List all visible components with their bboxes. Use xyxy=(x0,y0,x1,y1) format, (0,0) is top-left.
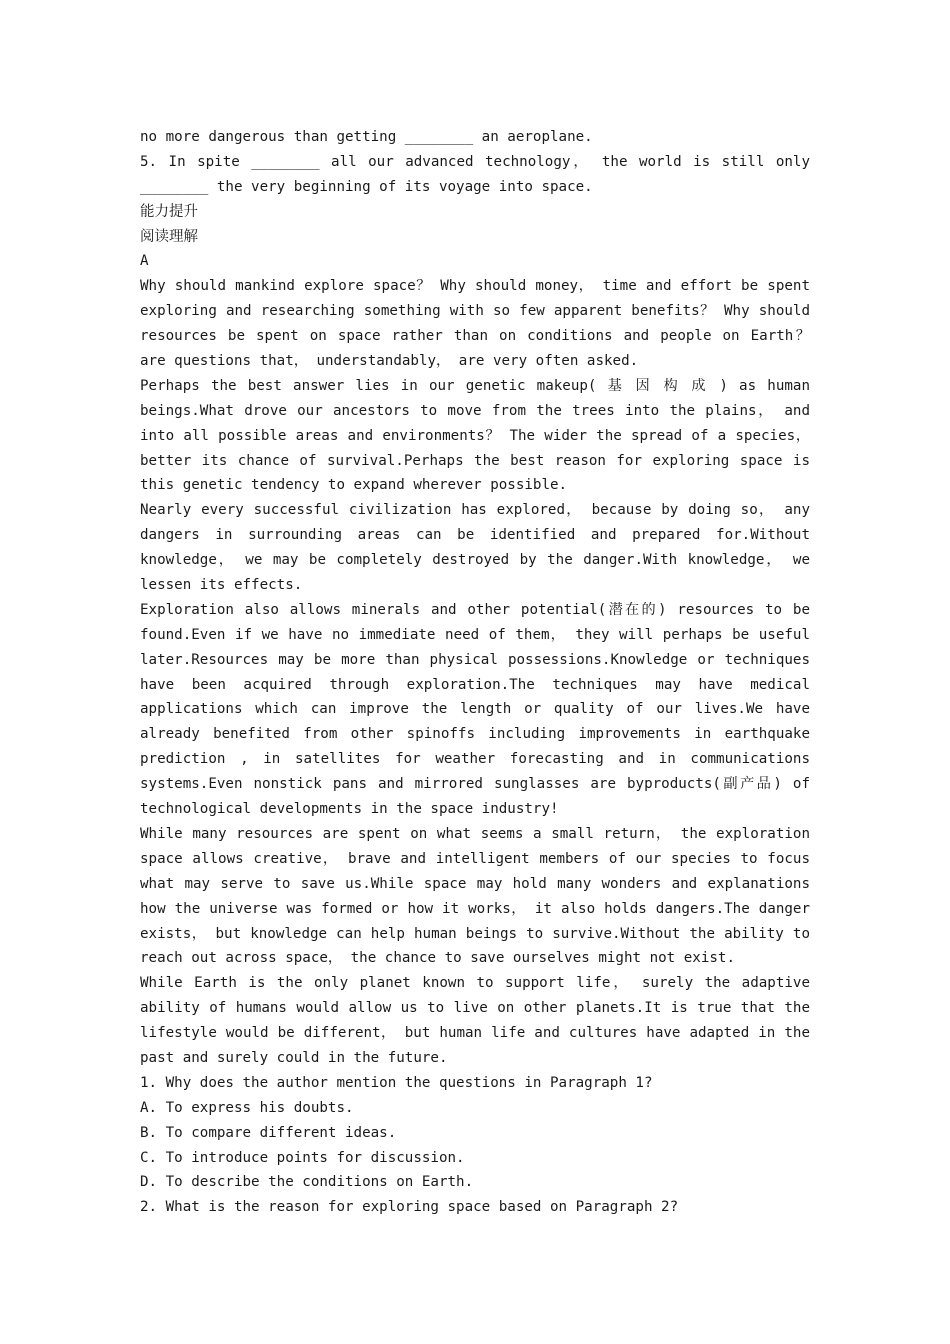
text-line: Why should mankind explore space？ Why should money， time and effort be spent xyxy=(140,278,810,295)
text-line: C. To introduce points for discussion. xyxy=(140,1149,465,1166)
text-line: A. To express his doubts. xyxy=(140,1099,354,1116)
text-line: later.Resources may be more than physical possessions.Knowledge or techniques xyxy=(140,651,810,668)
text-line: resources be spent on space rather than on conditions and people on Earth？ xyxy=(140,328,810,345)
text-line: past and surely could in the future. xyxy=(140,1049,448,1066)
text-line: beings.What drove our ancestors to move from the trees into the plains， and xyxy=(140,402,810,419)
text-line: exists， but knowledge can help human beings to survive.Without the ability to xyxy=(140,925,810,942)
text-line: space allows creative， brave and intelligent members of our species to focus xyxy=(140,850,810,867)
text-line: Nearly every successful civilization has explored， because by doing so， any xyxy=(140,502,810,519)
text-line: found.Even if we have no immediate need of them， they will perhaps be useful xyxy=(140,626,810,643)
text-line: better its chance of survival.Perhaps the best reason for exploring space is xyxy=(140,452,810,469)
text-line: lifestyle would be different， but human life and cultures have adapted in the xyxy=(140,1025,810,1042)
text-line: reach out across space， the chance to save ourselves might not exist. xyxy=(140,950,736,967)
text-line: 能力提升 xyxy=(140,203,198,220)
text-line: have been acquired through exploration.The techniques may have medical xyxy=(140,676,810,693)
text-line: 阅读理解 xyxy=(140,228,198,245)
text-line: prediction , in satellites for weather forecasting and in communications xyxy=(140,751,810,768)
text-line: ________ the very beginning of its voyage into space. xyxy=(140,178,593,195)
text-line: 5. In spite ________ all our advanced technology， the world is still only xyxy=(140,153,810,170)
text-line: what may serve to save us.While space may hold many wonders and explanations xyxy=(140,875,810,892)
text-line: Exploration also allows minerals and other potential(潜在的) resources to be xyxy=(140,601,810,618)
text-line: already benefited from other spinoffs including improvements in earthquake xyxy=(140,726,810,743)
text-line: lessen its effects. xyxy=(140,577,303,594)
text-line: technological developments in the space industry! xyxy=(140,801,559,818)
text-line: systems.Even nonstick pans and mirrored sunglasses are byproducts(副产品) of xyxy=(140,776,810,793)
text-line: While many resources are spent on what seems a small return， the exploration xyxy=(140,825,810,842)
text-line: exploring and researching something with so few apparent benefits？ Why should xyxy=(140,303,810,320)
text-line: 1. Why does the author mention the questions in Paragraph 1? xyxy=(140,1074,653,1091)
text-line: are questions that， understandably， are very often asked. xyxy=(140,353,639,370)
text-line: knowledge， we may be completely destroyed by the danger.With knowledge， we xyxy=(140,552,810,569)
text-line: ability of humans would allow us to live on other planets.It is true that the xyxy=(140,1000,810,1017)
document-body xyxy=(140,125,810,1220)
text-line: A xyxy=(140,253,149,270)
text-line: no more dangerous than getting ________ an aeroplane. xyxy=(140,129,593,145)
text-line: 2. What is the reason for exploring space based on Paragraph 2? xyxy=(140,1199,679,1216)
text-line: D. To describe the conditions on Earth. xyxy=(140,1174,474,1191)
text-line: dangers in surrounding areas can be identified and prepared for.Without xyxy=(140,527,810,544)
text-line: B. To compare different ideas. xyxy=(140,1124,397,1141)
text-line: Perhaps the best answer lies in our genetic makeup( 基 因 构 成 ) as human xyxy=(140,377,810,394)
text-line: into all possible areas and environments？ The wider the spread of a species， xyxy=(140,427,810,444)
text-line: While Earth is the only planet known to support life， surely the adaptive xyxy=(140,975,810,992)
text-line: how the universe was formed or how it works， it also holds dangers.The danger xyxy=(140,900,810,917)
text-line: this genetic tendency to expand wherever possible. xyxy=(140,477,568,494)
text-line: applications which can improve the length or quality of our lives.We have xyxy=(140,701,810,718)
